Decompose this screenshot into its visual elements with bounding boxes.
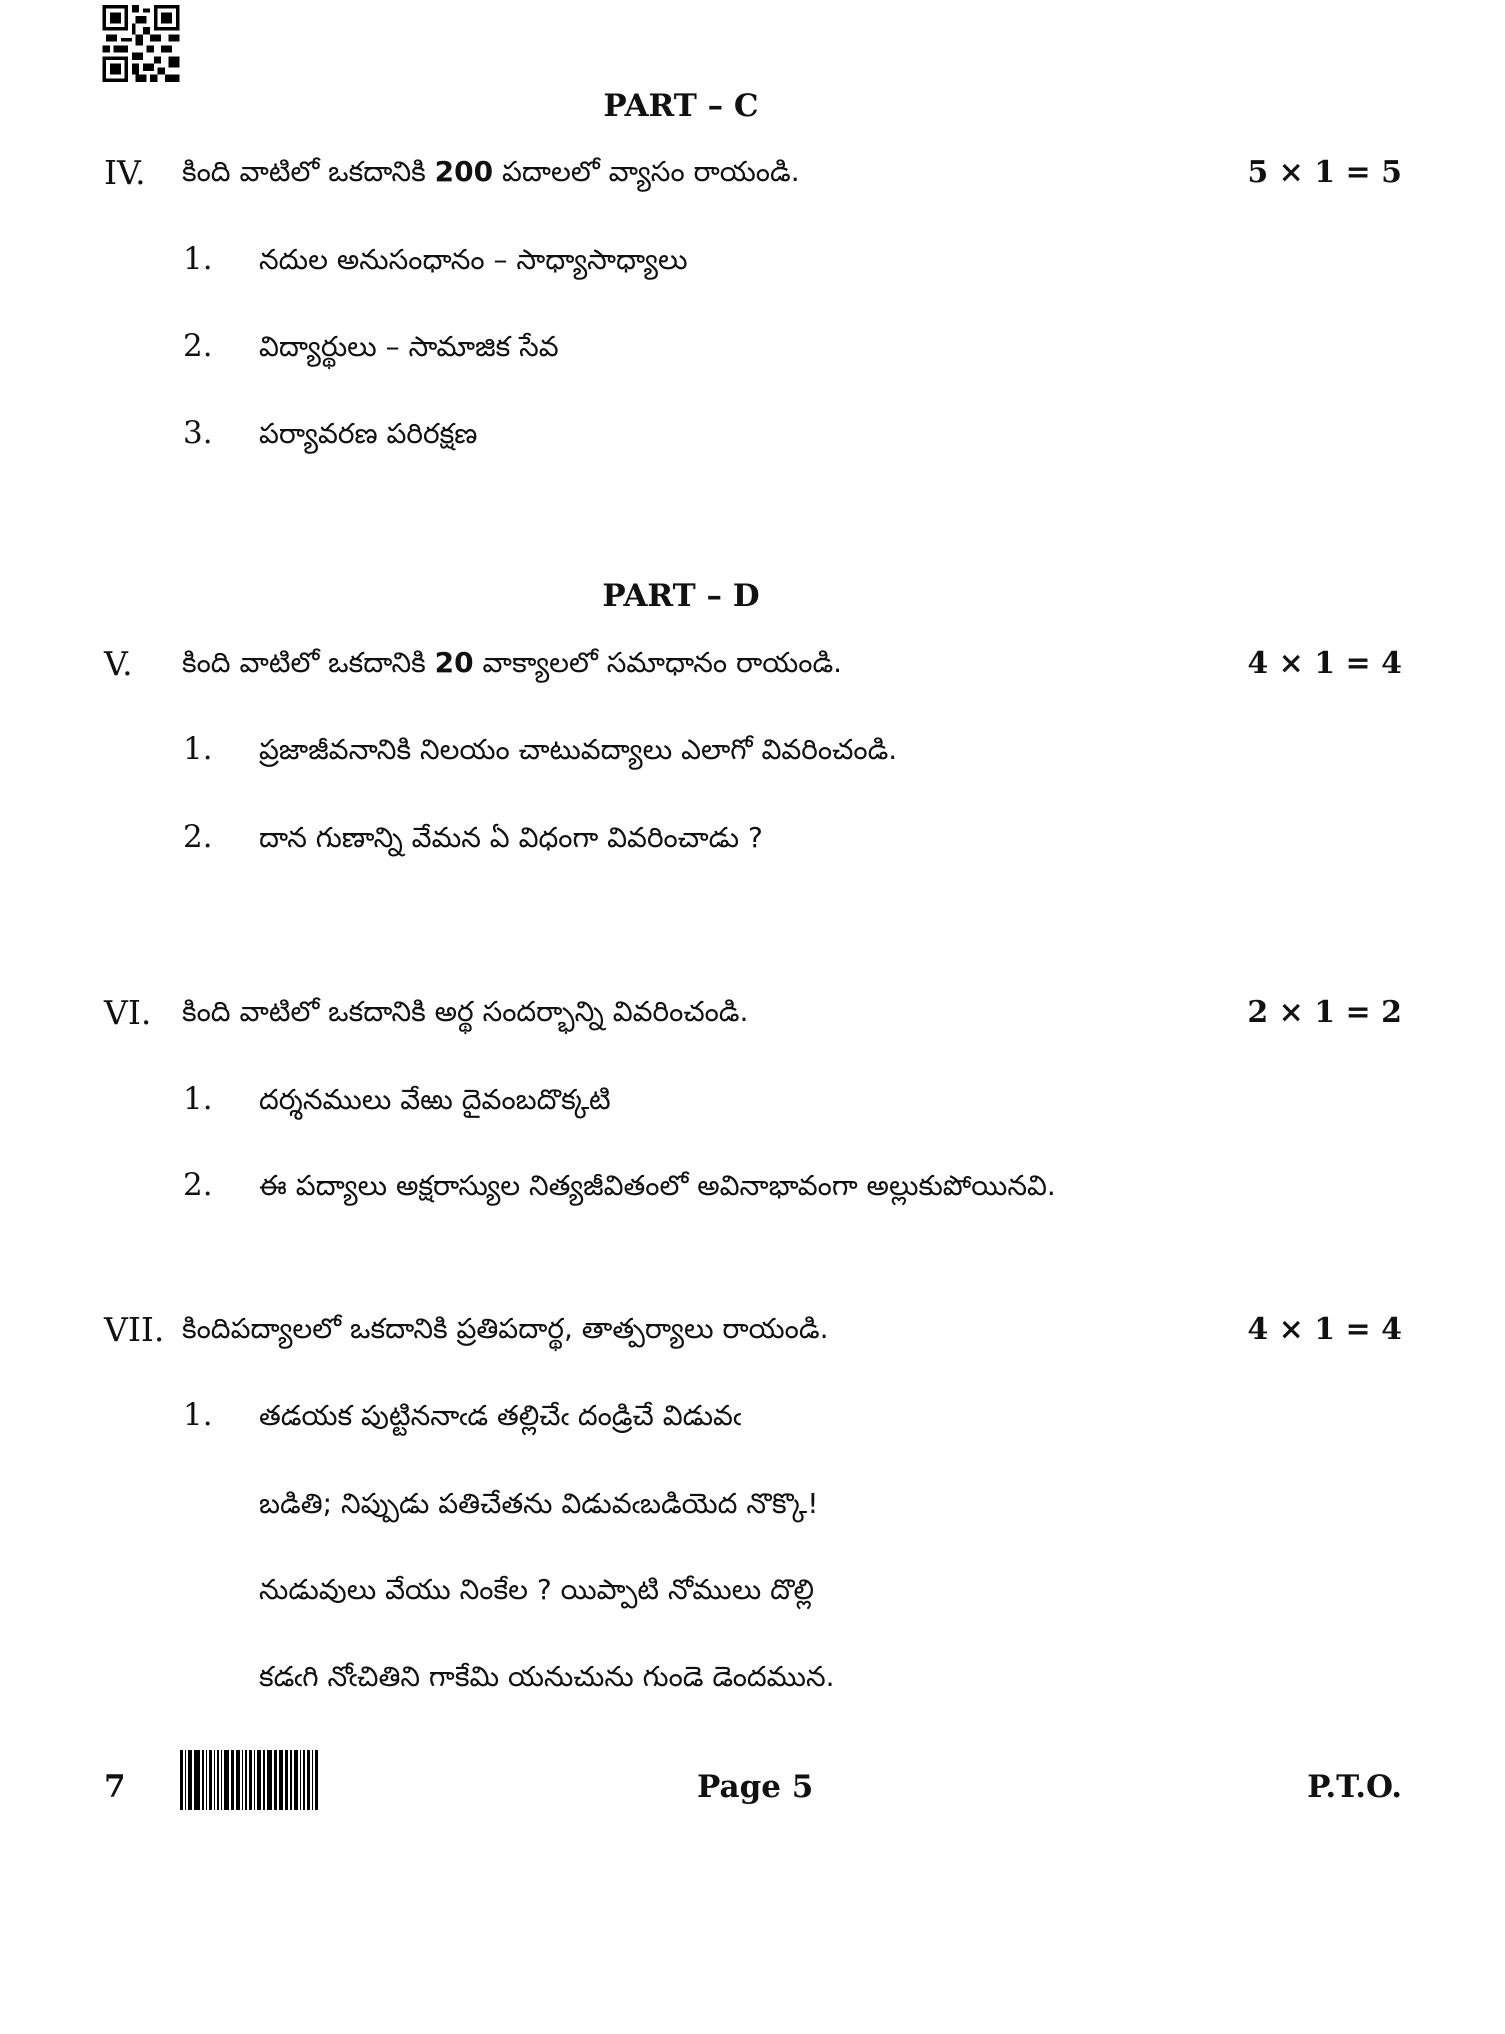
question-marks: 4 × 1 = 4 [1247, 646, 1402, 681]
question-number: VII. [104, 1310, 165, 1349]
qr-code-icon [102, 5, 180, 82]
part-d-heading: PART – D [602, 578, 760, 614]
item-number: 2. [183, 1167, 213, 1203]
question-number: IV. [104, 153, 146, 192]
item-number: 1. [183, 241, 213, 277]
question-marks: 2 × 1 = 2 [1247, 995, 1402, 1030]
question-marks: 4 × 1 = 4 [1247, 1312, 1402, 1347]
item-number: 3. [183, 415, 213, 451]
question-instruction: కింది వాటిలో ఒకదానికి అర్థ సందర్భాన్ని వివరించండి. [182, 995, 749, 1028]
item-number: 1. [183, 1397, 213, 1433]
paper-code: 7 [104, 1769, 126, 1805]
essay-topic: పర్యావరణ పరిరక్షణ [259, 417, 478, 450]
question-number: V. [104, 644, 133, 683]
question-item: దాన గుణాన్ని వేమన ఏ విధంగా వివరించాడు ? [259, 821, 763, 854]
essay-topic: విద్యార్థులు – సామాజిక సేవ [259, 330, 559, 363]
barcode-icon [180, 1750, 414, 1810]
question-instruction: కిందిపద్యాలలో ఒకదానికి ప్రతిపదార్థ, తాత్పర్యాలు రాయండి. [182, 1312, 829, 1345]
question-item: ప్రజాజీవనానికి నిలయం చాటువద్యాలు ఎలాగో వివరించండి. [259, 733, 898, 766]
poem-line: కడఁగి నోఁచితిని గాకేమి యనుచును గుండె డెందమున. [259, 1660, 835, 1693]
item-number: 1. [183, 731, 213, 767]
question-item: ఈ పద్యాలు అక్షరాస్యుల నిత్యజీవితంలో అవినాభావంగా అల్లుకుపోయినవి. [259, 1169, 1056, 1202]
page-number: Page 5 [697, 1769, 814, 1805]
poem-line: తడయక పుట్టిననాఁడ తల్లిచేఁ దండ్రిచే విడువఁ [259, 1399, 742, 1432]
item-number: 1. [183, 1081, 213, 1117]
part-c-heading: PART – C [603, 88, 759, 124]
question-marks: 5 × 1 = 5 [1247, 155, 1402, 190]
item-number: 2. [183, 819, 213, 855]
question-instruction: కింది వాటిలో ఒకదానికి 200 పదాలలో వ్యాసం రాయండి. [182, 155, 800, 188]
item-number: 2. [183, 328, 213, 364]
question-instruction: కింది వాటిలో ఒకదానికి 20 వాక్యాలలో సమాధానం రాయండి. [182, 646, 843, 679]
essay-topic: నదుల అనుసంధానం – సాధ్యాసాధ్యాలు [259, 243, 688, 276]
question-number: VI. [104, 993, 152, 1032]
pto-label: P.T.O. [1307, 1769, 1402, 1805]
poem-line: నుడువులు వేయు నింకేల ? యిప్పాటి నోములు దొల్లి [259, 1573, 815, 1606]
question-item: దర్శనములు వేఱు దైవంబదొక్కటి [259, 1083, 611, 1116]
poem-line: బడితి; నిప్పుడు పతిచేతను విడువఁబడియెద నొక్కొ! [259, 1487, 819, 1520]
